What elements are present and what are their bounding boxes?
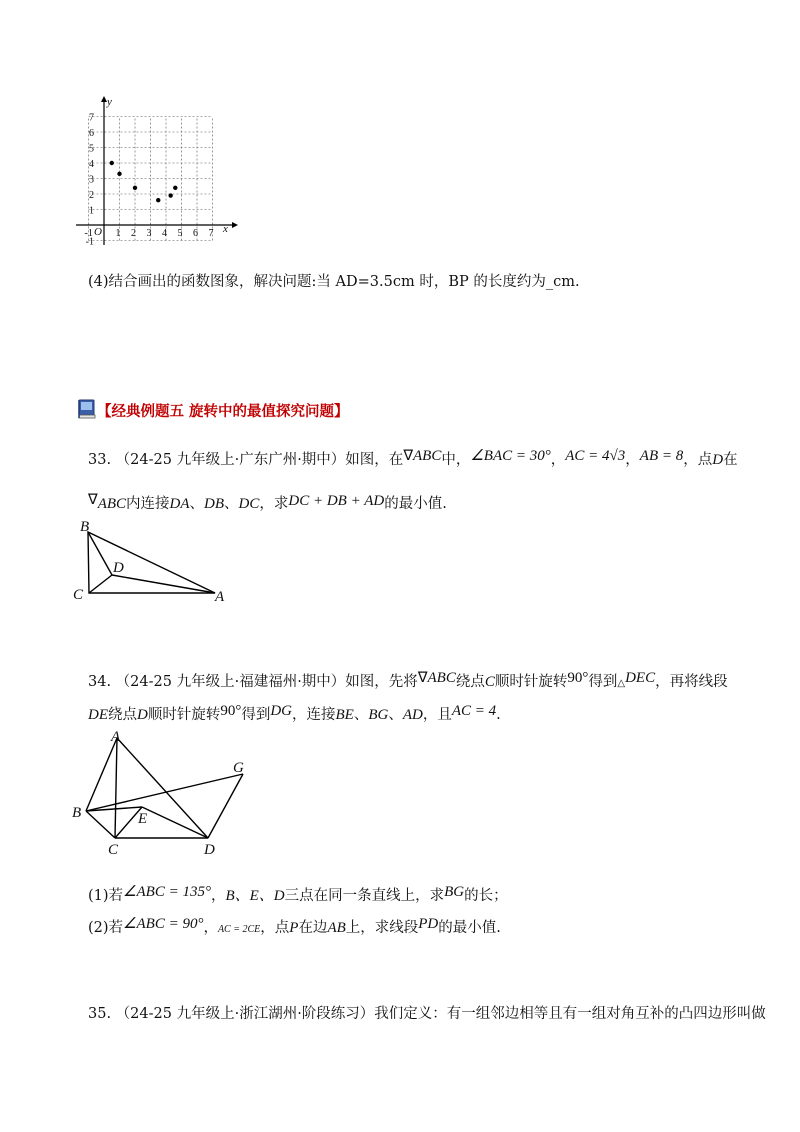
q34-p2-text: (2)若 bbox=[88, 920, 124, 936]
q32-part4: (4)结合画出的函数图象，解决问题:当 AD=3.5cm 时，BP 的长度约为_cm. bbox=[88, 274, 580, 290]
small-triangle-symbol: △ bbox=[617, 678, 626, 689]
q34-be: BE bbox=[335, 707, 354, 723]
q34-text: 绕点 bbox=[108, 707, 137, 723]
q34-bg: BG bbox=[368, 707, 389, 723]
q34-number: 34. bbox=[88, 674, 112, 690]
q34-p1-cond: ∠ABC = 135° bbox=[123, 884, 211, 900]
x-tick-label: 1 bbox=[115, 228, 121, 239]
q34-part1 bbox=[88, 886, 508, 906]
q34-p1-text: (1)若 bbox=[88, 888, 124, 904]
q34-p2-ab: AB bbox=[327, 920, 346, 936]
x-tick-label: 2 bbox=[131, 228, 136, 239]
triangle-symbol: ∇ bbox=[88, 492, 98, 508]
data-point bbox=[117, 172, 121, 176]
q33-cond-angle: ∠BAC = 30° bbox=[470, 448, 551, 464]
q33-text: ，点 bbox=[683, 452, 713, 468]
origin-label: O bbox=[94, 226, 102, 238]
q33-text: 的最小值. bbox=[384, 496, 447, 512]
q33-text: ，求 bbox=[259, 496, 289, 512]
q34-de: DE bbox=[88, 707, 108, 723]
y-tick-label: 2 bbox=[89, 190, 94, 201]
q34-label-e: E bbox=[138, 811, 148, 827]
q34-p2-text: ， bbox=[203, 920, 218, 936]
x-tick-label: 7 bbox=[208, 228, 214, 239]
q34-p1-text: 的长； bbox=[464, 888, 508, 904]
q33-line1 bbox=[88, 450, 738, 470]
q33-text: 中， bbox=[441, 452, 471, 468]
q33-text: 在 bbox=[723, 452, 738, 468]
q34-p2-pd: PD bbox=[418, 916, 439, 932]
data-point bbox=[168, 193, 172, 197]
q34-label-c: C bbox=[108, 842, 119, 858]
y-tick-label: 4 bbox=[89, 159, 94, 170]
q35-number: 35. bbox=[88, 1006, 112, 1022]
q34-angle: 90° bbox=[220, 703, 242, 719]
y-tick-label: 7 bbox=[89, 112, 94, 124]
q34-label-d: D bbox=[204, 842, 215, 858]
q34-sep: 、 bbox=[353, 707, 369, 723]
x-tick-label: 5 bbox=[177, 228, 183, 239]
data-point bbox=[156, 198, 160, 202]
q33-number: 33. bbox=[88, 452, 112, 468]
y-tick-label: 3 bbox=[89, 174, 94, 186]
q34-text: ，再将线段 bbox=[655, 674, 728, 690]
q34-text: 得到 bbox=[241, 707, 271, 723]
q34-p2-cond2: AC = 2CE bbox=[217, 924, 261, 935]
coordinate-graph bbox=[60, 90, 250, 250]
q34-part2 bbox=[88, 918, 501, 940]
q33-abc: ABC bbox=[413, 448, 442, 464]
y-axis-label: y bbox=[107, 96, 112, 108]
q34-abc: ABC bbox=[427, 670, 456, 686]
q33-dc: DC bbox=[238, 496, 260, 512]
q34-p1-bed: B、E、D bbox=[225, 888, 285, 904]
y-tick-label: 5 bbox=[89, 143, 94, 155]
q33-comma: ， bbox=[550, 452, 566, 468]
q34-text: ，连接 bbox=[292, 707, 336, 723]
q34-p2-p: P bbox=[289, 920, 299, 936]
q34-p1-bg: BG bbox=[444, 884, 465, 900]
q34-p2-text: 在边 bbox=[298, 920, 328, 936]
q33-expr: DC + DB + AD bbox=[288, 493, 385, 509]
q34-p2-text: 的最小值. bbox=[438, 920, 501, 936]
q34-text: ，且 bbox=[422, 707, 452, 723]
q33-line2 bbox=[88, 494, 447, 514]
q34-text: 得到 bbox=[588, 674, 618, 690]
triangle-symbol: ∇ bbox=[403, 448, 414, 464]
q33-d: D bbox=[712, 452, 724, 468]
y-tick-label: 1 bbox=[89, 205, 94, 217]
q34-label-g: G bbox=[233, 760, 244, 776]
q34-figure bbox=[68, 728, 258, 858]
q34-dec: DEC bbox=[625, 670, 656, 686]
q35-line1 bbox=[88, 1004, 766, 1024]
data-point bbox=[110, 161, 114, 165]
q34-text: 绕点 bbox=[455, 674, 485, 690]
q34-label-b: B bbox=[72, 805, 82, 821]
q34-text: 顺时针旋转 bbox=[147, 707, 221, 723]
graph-grid bbox=[89, 117, 213, 241]
q34-p2-cond: ∠ABC = 90° bbox=[123, 916, 204, 932]
q34-label-a: A bbox=[111, 729, 121, 745]
q33-db: DB bbox=[204, 496, 225, 512]
q34-p2-text: 上，求线段 bbox=[345, 920, 419, 936]
q34-line2 bbox=[88, 705, 501, 725]
x-tick-label: -1 bbox=[84, 228, 93, 239]
book-icon bbox=[76, 398, 98, 420]
data-point bbox=[173, 186, 177, 190]
q34-angle: 90° bbox=[567, 670, 589, 686]
q33-da: DA bbox=[169, 496, 190, 512]
q33-sep: 、 bbox=[189, 496, 205, 512]
q33-text: 内连接 bbox=[126, 496, 170, 512]
q35-text: （24-25 九年级上·浙江湖州·阶段练习）我们定义：有一组邻边相等且有一组对角互补的凸四边形叫做 bbox=[115, 1006, 766, 1022]
q33-label-c: C bbox=[73, 587, 84, 603]
x-tick-label: 4 bbox=[162, 228, 167, 239]
q33-label-d: D bbox=[113, 560, 124, 576]
data-point bbox=[133, 186, 137, 190]
x-tick-label: 3 bbox=[146, 228, 152, 239]
triangle-symbol: ∇ bbox=[417, 670, 428, 686]
y-tick-label: -1 bbox=[85, 236, 94, 248]
q33-cond-ac: AC = 4√3 bbox=[565, 448, 626, 464]
q34-ac: AC = 4 bbox=[451, 703, 497, 719]
q34-p1-text: ， bbox=[210, 888, 226, 904]
q34-d: D bbox=[137, 707, 148, 723]
section-title: 【经典例题五 旋转中的最值探究问题】 bbox=[97, 403, 349, 420]
q33-cond-ab: AB = 8 bbox=[639, 448, 684, 464]
q34-dg: DG bbox=[270, 703, 293, 719]
q34-source: （24-25 九年级上·福建福州·期中）如图，先将 bbox=[115, 674, 418, 690]
q34-p2-text: ，点 bbox=[260, 920, 290, 936]
q34-text: 顺时针旋转 bbox=[494, 674, 568, 690]
q34-text: . bbox=[496, 707, 501, 723]
q34-ad: AD bbox=[402, 707, 423, 723]
q33-sep: 、 bbox=[224, 496, 239, 512]
q33-label-b: B bbox=[80, 519, 90, 535]
q33-figure bbox=[70, 515, 240, 605]
q33-source: （24-25 九年级上·广东广州·期中）如图，在 bbox=[115, 452, 404, 468]
q33-abc: ABC bbox=[97, 496, 127, 512]
q33-label-a: A bbox=[215, 589, 225, 605]
q34-c: C bbox=[484, 674, 495, 690]
graph-axes bbox=[76, 96, 238, 245]
x-axis-label: x bbox=[223, 223, 228, 235]
q34-p1-text: 三点在同一条直线上，求 bbox=[284, 888, 445, 904]
y-tick-label: 6 bbox=[89, 128, 94, 139]
q33-comma: ， bbox=[625, 452, 640, 468]
x-tick-label: 6 bbox=[193, 228, 198, 239]
q34-line1 bbox=[88, 672, 728, 694]
q34-sep: 、 bbox=[388, 707, 403, 723]
